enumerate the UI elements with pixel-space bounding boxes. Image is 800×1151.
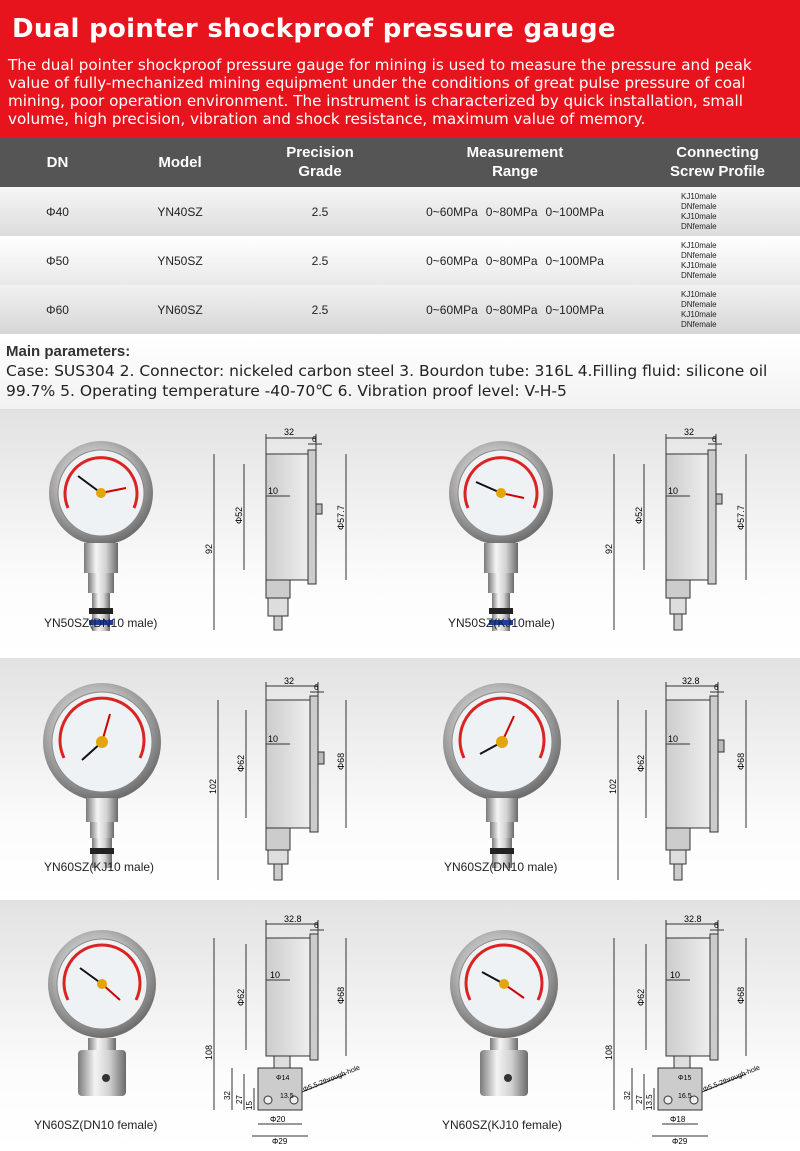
- dim-height: 92: [204, 543, 214, 554]
- dim-width: 32: [684, 427, 695, 437]
- dim-stem: 10: [268, 734, 279, 744]
- cell-model: YN60SZ: [115, 285, 245, 334]
- dim-outer: Φ68: [736, 986, 746, 1004]
- dim-d14: Φ14: [276, 1075, 290, 1082]
- dim-15: 15: [245, 1101, 254, 1110]
- dim-inner: Φ62: [236, 754, 246, 772]
- header-model: Model: [115, 137, 245, 187]
- cell-range: 0~60MPa 0~80MPa 0~100MPa: [395, 187, 635, 236]
- dim-height: 108: [604, 1044, 614, 1060]
- product-caption: YN60SZ(KJ10 female): [442, 1118, 563, 1132]
- header-grade: Precision Grade: [245, 137, 395, 187]
- product-caption: YN50SZ(DN10 male): [44, 616, 158, 630]
- dim-flange: 6: [714, 683, 719, 692]
- product-caption: YN60SZ(DN10 female): [34, 1118, 158, 1132]
- dim-27: 27: [235, 1095, 244, 1104]
- cell-range: 0~60MPa 0~80MPa 0~100MPa: [395, 285, 635, 334]
- product-item: [400, 900, 800, 1151]
- gauge-photo: [446, 438, 556, 638]
- cell-screw: KJ10male DNfemale KJ10male DNfemale: [635, 236, 800, 285]
- dim-d15: Φ15: [678, 1075, 692, 1082]
- gauge-drawing: [196, 424, 356, 634]
- dim-outer: Φ57.7: [736, 505, 746, 530]
- gauge-photo: [46, 438, 156, 638]
- dim-outer: Φ68: [336, 986, 346, 1004]
- dim-width: 32.8: [684, 914, 702, 924]
- cell-screw: KJ10male DNfemale KJ10male DNfemale: [635, 187, 800, 236]
- dim-outer: Φ68: [336, 752, 346, 770]
- product-caption: YN60SZ(KJ10 male): [44, 860, 155, 874]
- gauge-drawing: [196, 674, 366, 884]
- gauge-drawing: [196, 914, 386, 1146]
- gauge-drawing: [596, 424, 756, 634]
- dim-flange: 6: [314, 921, 319, 930]
- gauge-photo: [440, 680, 564, 870]
- dim-outer: Φ68: [736, 752, 746, 770]
- header-screw: Connecting Screw Profile: [635, 137, 800, 187]
- header-banner: [0, 0, 800, 137]
- header-dn: DN: [0, 137, 115, 187]
- dim-stem: 10: [270, 970, 281, 980]
- main-parameters: [0, 337, 800, 410]
- dim-32: 32: [623, 1091, 632, 1100]
- cell-model: YN50SZ: [115, 236, 245, 285]
- dim-stem: 10: [268, 486, 279, 496]
- cell-range: 0~60MPa 0~80MPa 0~100MPa: [395, 236, 635, 285]
- dim-height: 102: [608, 778, 618, 794]
- dim-hole: Φ5.5-2through-hole: [302, 1064, 362, 1094]
- dim-width: 32.8: [682, 676, 700, 686]
- dim-d20: Φ20: [270, 1115, 286, 1124]
- dim-inner: Φ52: [634, 506, 644, 524]
- product-item: [400, 410, 800, 658]
- gauge-photo: [44, 928, 160, 1108]
- dim-hole: Φ5.5-2through-hole: [702, 1064, 762, 1094]
- cell-dn: Φ60: [0, 285, 115, 334]
- dim-inner: Φ52: [234, 506, 244, 524]
- dim-flange: 6: [312, 435, 317, 444]
- dim-inner: Φ62: [636, 988, 646, 1006]
- product-panel-3: [0, 900, 800, 1151]
- table-row: [0, 187, 800, 236]
- cell-model: YN40SZ: [115, 187, 245, 236]
- gauge-photo: [40, 680, 164, 870]
- cell-screw: KJ10male DNfemale KJ10male DNfemale: [635, 285, 800, 334]
- params-title: Main parameters:: [6, 343, 131, 360]
- dim-flange: 6: [314, 683, 319, 692]
- dim-inner: Φ62: [236, 988, 246, 1006]
- dim-flange: 6: [712, 435, 717, 444]
- dim-32: 32: [223, 1091, 232, 1100]
- dim-stem: 10: [670, 970, 681, 980]
- product-item: [0, 658, 400, 900]
- gauge-drawing: [596, 674, 766, 884]
- dim-height: 102: [208, 778, 218, 794]
- cell-grade: 2.5: [245, 187, 395, 236]
- product-caption: YN50SZ(KJ10male): [448, 616, 555, 630]
- cell-dn: Φ40: [0, 187, 115, 236]
- dim-135: 13.5: [280, 1093, 294, 1100]
- dim-width: 32: [284, 676, 295, 686]
- product-caption: YN60SZ(DN10 male): [444, 860, 558, 874]
- dim-stem: 10: [668, 734, 679, 744]
- dim-inner: Φ62: [636, 754, 646, 772]
- dim-27: 27: [635, 1095, 644, 1104]
- product-item: [400, 658, 800, 900]
- cell-grade: 2.5: [245, 236, 395, 285]
- table-row: [0, 285, 800, 334]
- dim-135: 13.5: [645, 1094, 654, 1110]
- dim-d29: Φ29: [272, 1137, 288, 1146]
- product-panel-2: [0, 658, 800, 900]
- page-description: The dual pointer shockproof pressure gauge for mining is used to measure the pressure and peak value of fully-mechanized mining equipment under the conditions of great pulse pressure of coal mining, poor operation environment. The instrument is characterized by quick installation, small volume, high precision, vibration and shock resistance, maximum value of memory.: [8, 56, 752, 128]
- dim-165: 16.5: [678, 1093, 692, 1100]
- dim-height: 92: [604, 543, 614, 554]
- dim-d18: Φ18: [670, 1115, 686, 1124]
- dim-stem: 10: [668, 486, 679, 496]
- dim-outer: Φ57.7: [336, 505, 346, 530]
- product-item: [0, 410, 400, 658]
- product-item: [0, 900, 400, 1151]
- cell-dn: Φ50: [0, 236, 115, 285]
- page-title: Dual pointer shockproof pressure gauge: [12, 14, 616, 44]
- cell-grade: 2.5: [245, 285, 395, 334]
- gauge-photo: [446, 928, 562, 1108]
- dim-width: 32.8: [284, 914, 302, 924]
- header-range: Measurement Range: [395, 137, 635, 187]
- spec-table: [0, 137, 800, 334]
- product-panel-1: [0, 410, 800, 658]
- dim-flange: 6: [714, 921, 719, 930]
- params-text: Case: SUS304 2. Connector: nickeled carbon steel 3. Bourdon tube: 316L 4.Filling fluid: silicone oil 99.7% 5. Operating temperature -40-70℃ 6. Vibration proof level: V-H-5: [6, 362, 768, 400]
- dim-width: 32: [284, 427, 295, 437]
- gauge-drawing: [596, 914, 796, 1146]
- table-header-row: [0, 137, 800, 187]
- table-row: [0, 236, 800, 285]
- dim-d29: Φ29: [672, 1137, 688, 1146]
- dim-height: 108: [204, 1044, 214, 1060]
